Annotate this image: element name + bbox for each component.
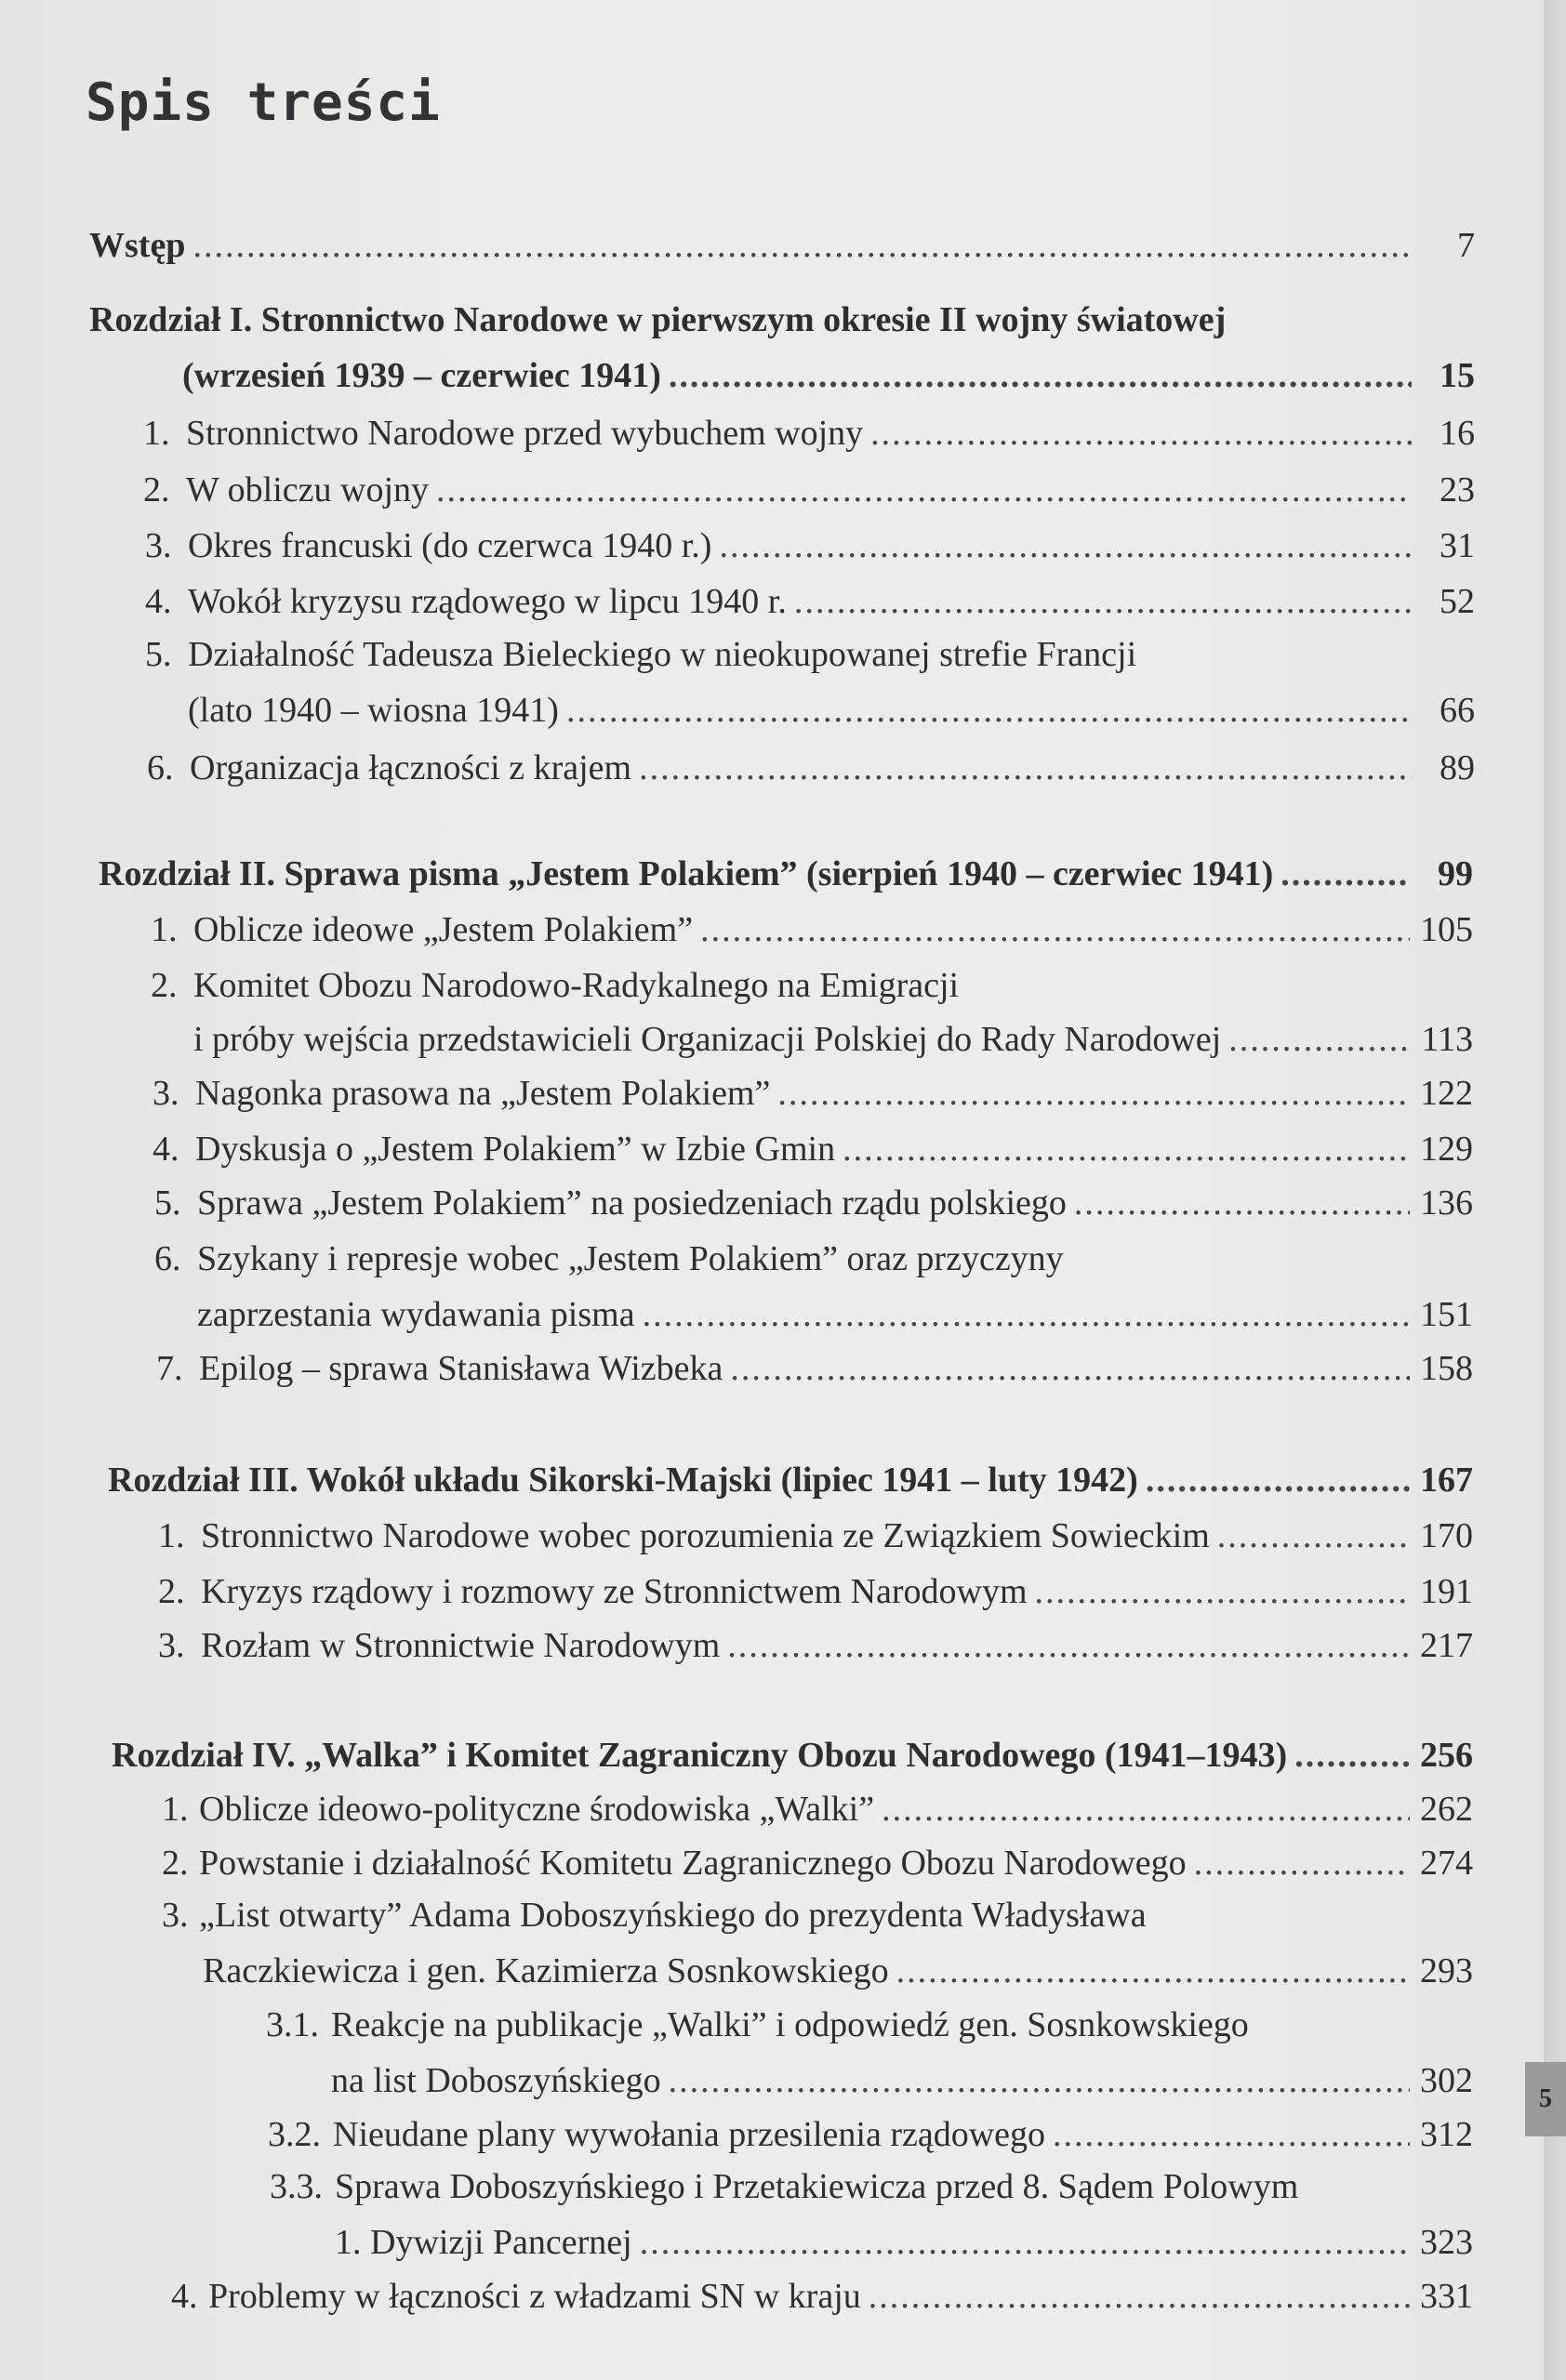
toc-entry-2-2-line1: 2. Komitet Obozu Narodowo-Radykalnego na Emigracji: [151, 966, 960, 1005]
toc-entry-4-2: 2. Powstanie i działalność Komitetu Zagranicznego Obozu Narodowego ..... 274: [162, 1841, 1473, 1885]
leader-dots: [700, 907, 1410, 952]
leader-dots: [1074, 1181, 1410, 1225]
leader-dots: [1228, 1017, 1410, 1062]
leader-dots: [192, 223, 1412, 268]
toc-entry-2-6-line1: 6. Szykany i represje wobec „Jestem Polakiem” oraz przyczyny: [154, 1239, 1064, 1278]
toc-entry-4-3-2: 3.2. Nieudane plany wywołania przesilenia rządowego ..... 312: [268, 2112, 1473, 2157]
leader-dots: [794, 579, 1412, 624]
toc-entry-1-3: 3. Okres francuski (do czerwca 1940 r.) ..... 31: [145, 523, 1475, 568]
toc-entry-1-4: 4. Wokół kryzysu rządowego w lipcu 1940 r. ..... 52: [145, 579, 1475, 624]
leader-dots: [870, 411, 1412, 456]
toc-entry-2-3: 3. Nagonka prasowa na „Jestem Polakiem” ..... 122: [153, 1071, 1473, 1116]
toc-entry-4-3-3: 1. Dywizji Pancernej ..... 323: [335, 2220, 1473, 2265]
leader-dots: [566, 688, 1412, 733]
toc-entry-2-4: 4. Dyskusja o „Jestem Polakiem” w Izbie Gmin ..... 129: [153, 1127, 1473, 1171]
leader-dots: [1281, 852, 1410, 896]
toc-entry-3-1: 1. Stronnictwo Narodowe wobec porozumienia ze Związkiem Sowieckim ..... 170: [158, 1514, 1473, 1558]
toc-entry-1-6: 6. Organizacja łączności z krajem ..... 89: [147, 746, 1475, 790]
toc-entry-wstep: Wstęp ..... 7: [89, 223, 1475, 268]
leader-dots: [643, 1292, 1410, 1337]
leader-dots: [1053, 2112, 1410, 2157]
leader-dots: [1294, 1733, 1410, 1778]
page-edge: [1544, 0, 1566, 2380]
leader-dots: [869, 2274, 1410, 2319]
toc-entry-4-4: 4. Problemy w łączności z władzami SN w kraju ..... 331: [171, 2274, 1473, 2319]
toc-entry-4-3-1-line1: 3.1. Reakcje na publikacje „Walki” i odpowiedź gen. Sosnkowskiego: [266, 2005, 1249, 2044]
toc-entry-1-5-line1: 5. Działalność Tadeusza Bieleckiego w nieokupowanej strefie Francji: [145, 635, 1137, 674]
leader-dots: [1217, 1514, 1410, 1558]
leader-dots: [436, 468, 1412, 512]
toc-entry-1-2: 2. W obliczu wojny ..... 23: [143, 468, 1475, 512]
toc-entry-4-3-1: na list Doboszyńskiego ..... 302: [331, 2058, 1473, 2103]
toc-chapter-3: Rozdział III. Wokół układu Sikorski-Majski (lipiec 1941 – luty 1942) ..... 167: [108, 1458, 1473, 1502]
page-title: Spis treści: [86, 73, 441, 133]
toc-chapter-2: Rozdział II. Sprawa pisma „Jestem Polakiem” (sierpień 1940 – czerwiec 1941) ..... 99: [99, 852, 1473, 896]
toc-entry-2-5: 5. Sprawa „Jestem Polakiem” na posiedzeniach rządu polskiego ..... 136: [154, 1181, 1473, 1225]
leader-dots: [640, 2220, 1410, 2265]
toc-entry-3-2: 2. Kryzys rządowy i rozmowy ze Stronnictwem Narodowym ..... 191: [158, 1569, 1473, 1614]
toc-chapter-1: (wrzesień 1939 – czerwiec 1941) ..... 15: [182, 353, 1475, 398]
toc-chapter-4: Rozdział IV. „Walka” i Komitet Zagraniczny Obozu Narodowego (1941–1943) ..... 256: [112, 1733, 1473, 1778]
toc-entry-4-3: Raczkiewicza i gen. Kazimierza Sosnkowskiego ..... 293: [203, 1949, 1473, 1993]
leader-dots: [843, 1127, 1410, 1171]
leader-dots: [1146, 1458, 1410, 1502]
leader-dots: [727, 1623, 1410, 1668]
toc-chapter-1-title: Rozdział I. Stronnictwo Narodowe w pierwszym okresie II wojny światowej: [89, 300, 1227, 339]
thumb-index-tab: 5: [1525, 2062, 1566, 2136]
leader-dots: [730, 1346, 1410, 1391]
leader-dots: [1194, 1841, 1410, 1885]
toc-entry-2-6: zaprzestania wydawania pisma ..... 151: [197, 1292, 1473, 1337]
leader-dots: [896, 1949, 1410, 1993]
leader-dots: [882, 1787, 1410, 1831]
leader-dots: [639, 746, 1412, 790]
toc-entry-2-7: 7. Epilog – sprawa Stanisława Wizbeka ..... 158: [156, 1346, 1473, 1391]
toc-entry-2-1: 1. Oblicze ideowe „Jestem Polakiem” ..... 105: [151, 907, 1473, 952]
toc-entry-4-3-3-line1: 3.3. Sprawa Doboszyńskiego i Przetakiewicza przed 8. Sądem Polowym: [270, 2167, 1299, 2206]
toc-entry-4-3-line1: 3. „List otwarty” Adama Doboszyńskiego do prezydenta Władysława: [162, 1896, 1147, 1935]
leader-dots: [1035, 1569, 1410, 1614]
leader-dots: [669, 2058, 1410, 2103]
toc-entry-3-3: 3. Rozłam w Stronnictwie Narodowym ..... 217: [158, 1623, 1473, 1668]
leader-dots: [719, 523, 1412, 568]
leader-dots: [777, 1071, 1410, 1116]
toc-entry-1-5: (lato 1940 – wiosna 1941) ..... 66: [188, 688, 1475, 733]
toc-entry-4-1: 1. Oblicze ideowo-polityczne środowiska „Walki” ..... 262: [162, 1787, 1473, 1831]
toc-entry-2-2: i próby wejścia przedstawicieli Organizacji Polskiej do Rady Narodowej ..... 113: [193, 1017, 1473, 1062]
toc-entry-1-1: 1. Stronnictwo Narodowe przed wybuchem wojny ..... 16: [143, 411, 1475, 456]
leader-dots: [669, 353, 1412, 398]
